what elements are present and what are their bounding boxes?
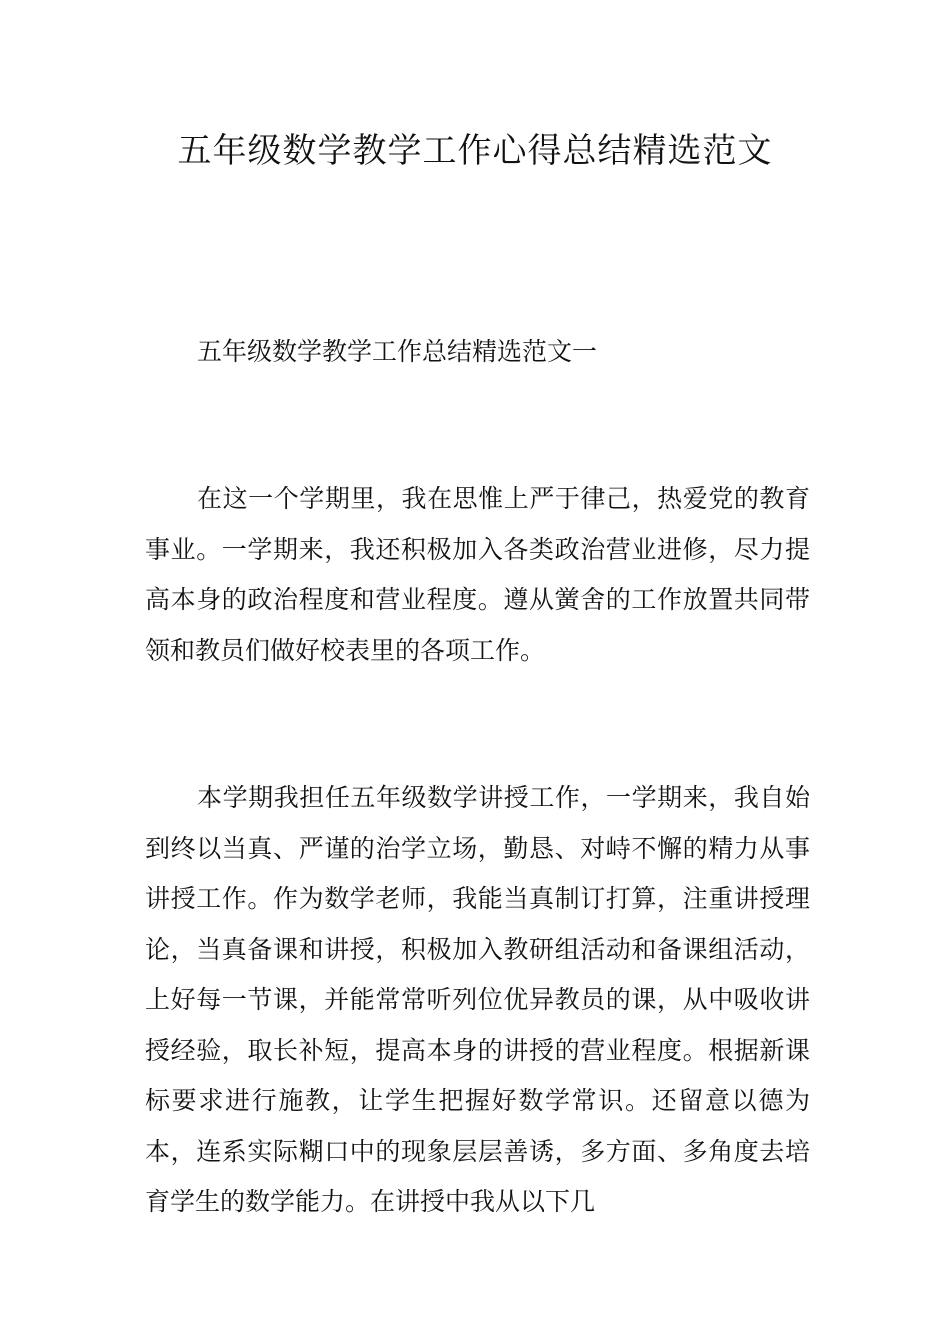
section-subtitle: 五年级数学教学工作总结精选范文一 (197, 337, 598, 366)
document-title: 五年级数学教学工作心得总结精选范文 (177, 131, 773, 171)
paragraph: 本学期我担任五年级数学讲授工作，一学期来，我自始到终以当真、严谨的治学立场，勤恳、对峙不懈的精力从事讲授工作。作为数学老师，我能当真制订打算，注重讲授理论，当真备课和讲授，积极加入教研组活动和备课组活动，上好每一节课，并能常常听列位优异教员的课，从中吸收讲授经验，取长补短，提高本身的讲授的营业程度。根据新课标要求进行施教，让学生把握好数学常识。还留意以德为本，连系实际糊口中的现象层层善诱，多方面、多角度去培育学生的数学能力。在讲授中我从以下几 (145, 783, 810, 1216)
paragraph: 在这一个学期里，我在思惟上严于律己，热爱党的教育事业。一学期来，我还积极加入各类政治营业进修，尽力提高本身的政治程度和营业程度。遵从黉舍的工作放置共同带领和教员们做好校表里的各项工作。 (145, 484, 810, 665)
